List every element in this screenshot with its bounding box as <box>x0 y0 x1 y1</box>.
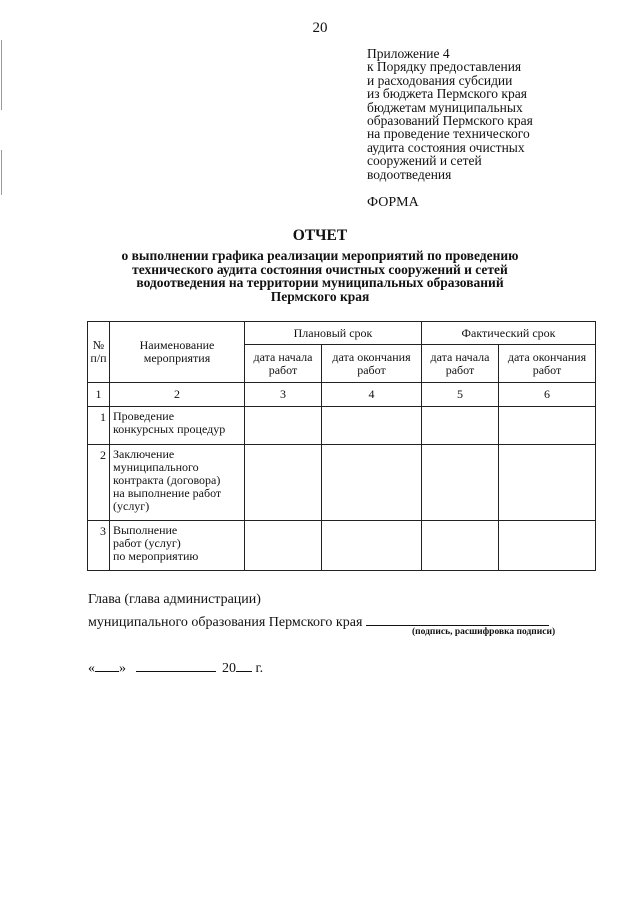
appendix-line: из бюджета Пермского края <box>367 86 527 102</box>
date-day-blank <box>95 658 119 672</box>
row-number: 1 <box>88 407 110 445</box>
empty-cell <box>499 407 596 445</box>
appendix-line: к Порядку предоставления <box>367 59 522 75</box>
row-activity-name: Заключение муниципального контракта (договора) на выполнение работ (услуг) <box>110 445 245 521</box>
row-activity-name: Выполнение работ (услуг) по мероприятию <box>110 521 245 571</box>
empty-cell <box>322 521 422 571</box>
column-number: 3 <box>245 383 322 407</box>
subtitle-line: водоотведения на территории муниципальных образований <box>136 275 504 290</box>
date-year-suffix: г. <box>255 661 264 676</box>
date-close-quote: » <box>119 661 126 676</box>
appendix-line: на проведение технического <box>367 126 530 142</box>
date-year-blank <box>236 658 252 672</box>
empty-cell <box>245 445 322 521</box>
schedule-table <box>87 321 596 571</box>
empty-cell <box>245 521 322 571</box>
empty-cell <box>422 407 499 445</box>
signature-caption: (подпись, расшифровка подписи) <box>412 627 556 637</box>
header-planned-end: дата окончания работ <box>322 345 422 383</box>
header-planned-start: дата начала работ <box>245 345 322 383</box>
row-number: 3 <box>88 521 110 571</box>
appendix-line: сооружений и сетей <box>367 153 482 169</box>
header-num: № п/п <box>88 322 110 383</box>
appendix-line: бюджетам муниципальных <box>367 99 523 115</box>
empty-cell <box>499 445 596 521</box>
head-title-line: Глава (глава администрации) <box>88 592 261 607</box>
table-header-row <box>88 322 596 345</box>
empty-cell <box>422 445 499 521</box>
column-number: 6 <box>499 383 596 407</box>
scan-edge-mark <box>1 150 2 195</box>
page-number: 20 <box>312 20 328 36</box>
table-row <box>88 445 596 521</box>
table-row <box>88 407 596 445</box>
signature-line <box>366 611 549 626</box>
empty-cell <box>499 521 596 571</box>
form-label: ФОРМА <box>367 195 419 210</box>
empty-cell <box>422 521 499 571</box>
row-activity-name: Проведение конкурсных процедур <box>110 407 245 445</box>
appendix-line: Приложение 4 <box>367 46 450 61</box>
column-number: 5 <box>422 383 499 407</box>
appendix-line: образований Пермского края <box>367 113 533 129</box>
report-title: ОТЧЕТ <box>292 227 348 244</box>
report-subtitle <box>60 249 580 303</box>
subtitle-line: о выполнении графика реализации мероприятий по проведению <box>121 248 519 263</box>
empty-cell <box>322 407 422 445</box>
subtitle-line: технического аудита состояния очистных сооружений и сетей <box>132 261 508 277</box>
header-actual-end: дата окончания работ <box>499 345 596 383</box>
column-number: 4 <box>322 383 422 407</box>
appendix-line: водоотведения <box>367 166 452 182</box>
table-row <box>88 521 596 571</box>
date-open-quote: « <box>88 661 95 676</box>
scan-edge-mark <box>1 40 2 110</box>
empty-cell <box>245 407 322 445</box>
header-actual-start: дата начала работ <box>422 345 499 383</box>
header-name: Наименование мероприятия <box>110 322 245 383</box>
column-number: 2 <box>110 383 245 407</box>
subtitle-line: Пермского края <box>270 288 370 304</box>
empty-cell <box>322 445 422 521</box>
appendix-header <box>367 47 627 181</box>
date-month-blank <box>136 658 216 672</box>
date-year-prefix: 20 <box>222 661 236 676</box>
header-planned-term: Плановый срок <box>245 322 422 345</box>
column-number-row <box>88 383 596 407</box>
appendix-line: и расходования субсидии <box>367 72 513 88</box>
header-actual-term: Фактический срок <box>422 322 596 345</box>
row-number: 2 <box>88 445 110 521</box>
appendix-line: аудита состояния очистных <box>367 139 525 155</box>
head-municipality-text: муниципального образования Пермского края <box>88 615 363 630</box>
column-number: 1 <box>88 383 110 407</box>
date-line <box>88 658 263 677</box>
